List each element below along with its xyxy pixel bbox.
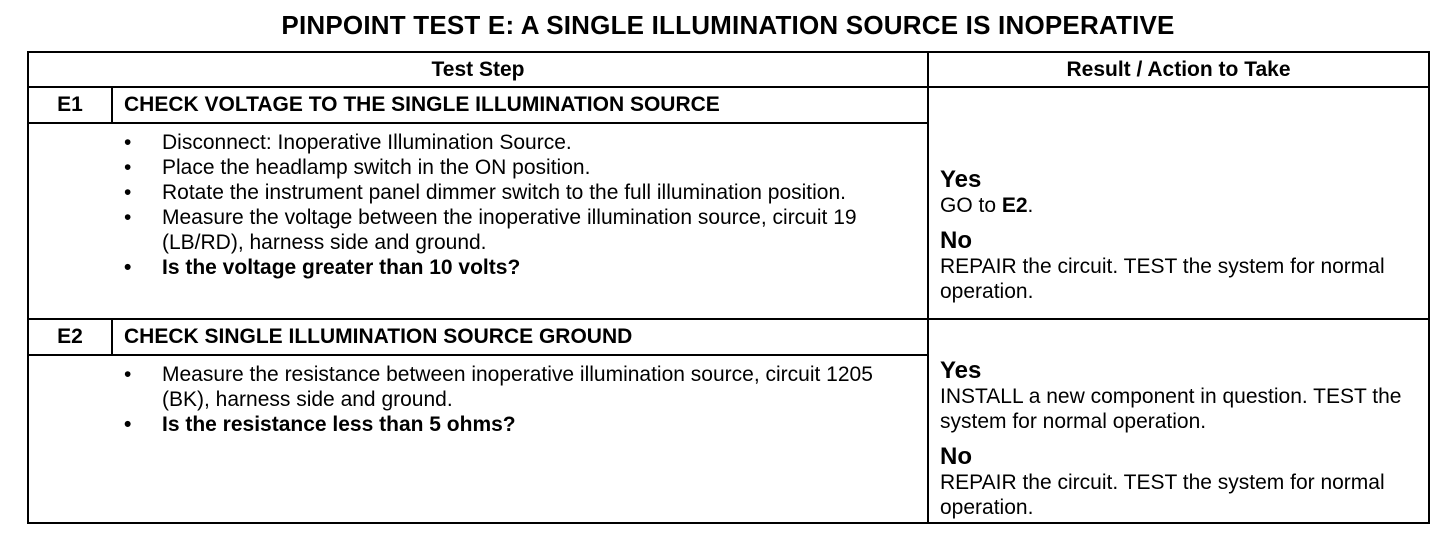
list-item-text: Disconnect: Inoperative Illumination Source. xyxy=(162,131,572,154)
list-item xyxy=(29,155,927,180)
step-e1-bullet-list xyxy=(29,130,927,280)
result-yes-label: Yes xyxy=(940,165,982,193)
bullet-glyph: • xyxy=(124,363,132,386)
header-test-step: Test Step xyxy=(28,52,928,87)
step-e2-id: E2 xyxy=(28,319,112,355)
list-item-text: Measure the resistance between inoperative illumination source, circuit 1205 (BK), harness side and ground. xyxy=(162,363,873,411)
result-yes-text xyxy=(940,193,1420,218)
pinpoint-test-table xyxy=(27,51,1430,524)
list-item-text: Rotate the instrument panel dimmer switch to the full illumination position. xyxy=(162,181,846,204)
step-e2-result xyxy=(928,319,1429,523)
step-e1-result xyxy=(928,87,1429,319)
result-yes-target: E2 xyxy=(1001,193,1028,217)
list-item xyxy=(29,362,927,412)
table-header-row xyxy=(28,52,1429,87)
list-item-text: Place the headlamp switch in the ON position. xyxy=(162,156,591,179)
result-yes-prefix: GO to xyxy=(940,193,1002,217)
bullet-glyph: • xyxy=(124,156,132,179)
step-e2-result-no xyxy=(940,444,1420,520)
bullet-glyph: • xyxy=(124,131,132,154)
result-yes-text: INSTALL a new component in question. TEST the system for normal operation. xyxy=(940,385,1402,433)
list-item-text: Measure the voltage between the inoperative illumination source, circuit 19 (LB/RD), harness side and ground. xyxy=(162,206,857,254)
bullet-glyph: • xyxy=(124,413,132,436)
bullet-glyph: • xyxy=(124,256,132,279)
step-e2-title-row xyxy=(28,319,1429,355)
result-no-label: No xyxy=(940,443,972,470)
list-item-question xyxy=(29,412,927,437)
step-e1-title-row xyxy=(28,87,1429,123)
step-e2-title: CHECK SINGLE ILLUMINATION SOURCE GROUND xyxy=(112,319,928,355)
page-title: PINPOINT TEST E: A SINGLE ILLUMINATION SOURCE IS INOPERATIVE xyxy=(281,10,1175,40)
result-no-text: REPAIR the circuit. TEST the system for normal operation. xyxy=(940,471,1385,519)
result-no-label: No xyxy=(940,226,972,254)
step-e1-title: CHECK VOLTAGE TO THE SINGLE ILLUMINATION SOURCE xyxy=(112,87,928,123)
list-item xyxy=(29,130,927,155)
bullet-glyph: • xyxy=(124,206,132,229)
question-text: Is the resistance less than 5 ohms? xyxy=(162,413,516,436)
step-e1-result-no xyxy=(940,228,1420,304)
header-result-action: Result / Action to Take xyxy=(928,52,1429,87)
step-e2-bullet-list xyxy=(29,362,927,437)
list-item-question xyxy=(29,255,927,280)
list-item xyxy=(29,180,927,205)
step-e1-body xyxy=(28,123,928,319)
step-e1-result-yes xyxy=(940,167,1420,218)
list-item xyxy=(29,205,927,255)
result-yes-label: Yes xyxy=(940,357,982,384)
step-e2-result-yes xyxy=(940,358,1420,434)
step-e2-body xyxy=(28,355,928,523)
bullet-glyph: • xyxy=(124,181,132,204)
result-yes-suffix: . xyxy=(1027,193,1034,217)
question-text: Is the voltage greater than 10 volts? xyxy=(162,256,521,279)
step-e1-id: E1 xyxy=(28,87,112,123)
result-no-text: REPAIR the circuit. TEST the system for normal operation. xyxy=(940,254,1385,303)
